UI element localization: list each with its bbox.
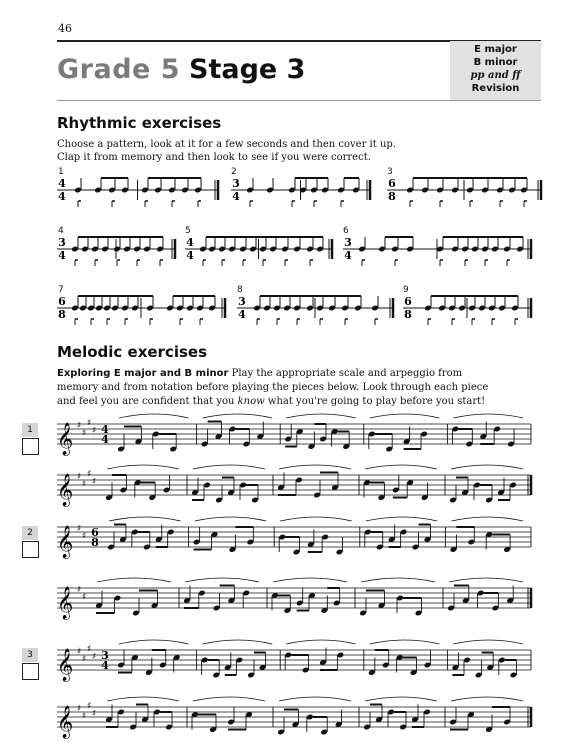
time-signature-bottom: 4: [232, 190, 240, 203]
sharp-icon: ♯: [81, 428, 87, 439]
slur: [453, 414, 523, 418]
slur: [203, 414, 273, 418]
slur: [119, 414, 189, 418]
time-signature-bottom: 4: [238, 308, 246, 321]
time-signature-bottom: 4: [58, 249, 66, 262]
slur: [185, 578, 259, 582]
time-signature-top: 6: [388, 177, 396, 190]
topic-item: B minor: [473, 57, 518, 68]
slur: [449, 578, 523, 582]
time-signature-top: 3: [344, 236, 352, 249]
sharp-icon: ♯: [81, 592, 87, 603]
slur: [280, 517, 352, 521]
time-signature-bottom: 4: [101, 659, 109, 672]
slur: [453, 640, 523, 644]
piece-number-tab: 3: [22, 648, 38, 662]
slur: [286, 414, 356, 418]
slur: [361, 578, 435, 582]
slur: [109, 517, 181, 521]
treble-clef-icon: 𝄞: [56, 525, 74, 558]
sharp-icon: ♯: [76, 647, 82, 657]
slur: [279, 465, 351, 469]
slur: [97, 578, 171, 582]
melodic-intro-line-2: memory and from notation before playing the pieces below. Look through each piece: [57, 382, 489, 393]
slur: [365, 465, 437, 469]
slur: [286, 640, 356, 644]
slur: [366, 517, 438, 521]
time-signature-top: 4: [186, 236, 194, 249]
page-number: 46: [58, 22, 72, 35]
sharp-icon: ♯: [81, 531, 87, 542]
pattern-number: 1: [58, 167, 64, 177]
rhythmic-heading: Rhythmic exercises: [57, 114, 222, 132]
intro-text: and feel you are confident that you: [57, 396, 238, 407]
slur: [451, 465, 523, 469]
pattern-number: 4: [58, 226, 64, 236]
intro-text: what you're going to play before you start!: [264, 396, 486, 407]
pattern-number: 7: [58, 285, 64, 295]
pattern-number: 6: [343, 226, 349, 236]
time-signature-top: 6: [91, 526, 99, 539]
slur: [451, 697, 523, 701]
treble-clef-icon: 𝄞: [56, 422, 74, 455]
treble-clef-icon: 𝄞: [56, 705, 74, 738]
treble-clef-icon: 𝄞: [56, 586, 74, 619]
time-signature-top: 6: [404, 295, 412, 308]
treble-clef-icon: 𝄞: [56, 648, 74, 681]
time-signature-bottom: 4: [58, 190, 66, 203]
slur: [451, 517, 523, 521]
sharp-icon: ♯: [76, 704, 82, 714]
slur: [107, 697, 179, 701]
slur: [370, 414, 440, 418]
pattern-number: 3: [387, 167, 393, 177]
piece-number-tab: 2: [22, 526, 38, 540]
topic-item: Revision: [471, 83, 520, 94]
intro-emphasis: know: [237, 396, 265, 407]
slur: [119, 640, 189, 644]
time-signature-top: 4: [101, 423, 109, 436]
pattern-number: 8: [237, 285, 243, 295]
grade-title: Grade 5: [57, 54, 181, 85]
time-signature-bottom: 4: [186, 249, 194, 262]
sharp-icon: ♯: [81, 654, 87, 665]
time-signature-top: 6: [58, 295, 66, 308]
melodic-heading: Melodic exercises: [57, 343, 208, 361]
sharp-icon: ♯: [76, 524, 82, 534]
treble-clef-icon: 𝄞: [56, 473, 74, 506]
melodic-intro-bold: Exploring E major and B minor: [57, 368, 229, 379]
rhythmic-instructions-2: Clap it from memory and then look to see if you were correct.: [57, 152, 371, 163]
slur: [193, 697, 265, 701]
sharp-icon: ♯: [86, 469, 92, 480]
piece-number-tab: 1: [22, 423, 38, 437]
time-signature-bottom: 8: [404, 308, 412, 321]
time-signature-top: 3: [58, 236, 66, 249]
time-signature-top: 3: [101, 649, 109, 662]
time-signature-top: 3: [238, 295, 246, 308]
sharp-icon: ♯: [91, 709, 97, 719]
slur: [279, 697, 351, 701]
stage-title: Stage 3: [189, 54, 306, 85]
pattern-number: 5: [185, 226, 191, 236]
topic-item: pp and ff: [470, 70, 521, 81]
slur: [365, 697, 437, 701]
slur: [370, 640, 440, 644]
sharp-icon: ♯: [86, 701, 92, 712]
pattern-number: 9: [403, 285, 409, 295]
slur: [203, 640, 273, 644]
pattern-number: 2: [231, 167, 237, 177]
slur: [195, 517, 267, 521]
slur: [193, 465, 265, 469]
slur: [273, 578, 347, 582]
time-signature-bottom: 8: [388, 190, 396, 203]
sharp-icon: ♯: [76, 585, 82, 595]
sharp-icon: ♯: [76, 421, 82, 431]
time-signature-bottom: 4: [101, 433, 109, 446]
sharp-icon: ♯: [86, 644, 92, 655]
sharp-icon: ♯: [81, 479, 87, 490]
slur: [107, 465, 179, 469]
time-signature-bottom: 4: [344, 249, 352, 262]
time-signature-top: 4: [58, 177, 66, 190]
sharp-icon: ♯: [76, 472, 82, 482]
topic-item: E major: [474, 44, 517, 55]
sharp-icon: ♯: [86, 418, 92, 429]
sharp-icon: ♯: [91, 426, 97, 436]
sharp-icon: ♯: [91, 652, 97, 662]
time-signature-bottom: 8: [91, 536, 99, 549]
sharp-icon: ♯: [81, 711, 87, 722]
melodic-intro-text: Play the appropriate scale and arpeggio from: [231, 368, 463, 379]
time-signature-top: 3: [232, 177, 240, 190]
sharp-icon: ♯: [91, 477, 97, 487]
rhythmic-instructions-1: Choose a pattern, look at it for a few seconds and then cover it up.: [57, 139, 396, 150]
time-signature-bottom: 8: [58, 308, 66, 321]
